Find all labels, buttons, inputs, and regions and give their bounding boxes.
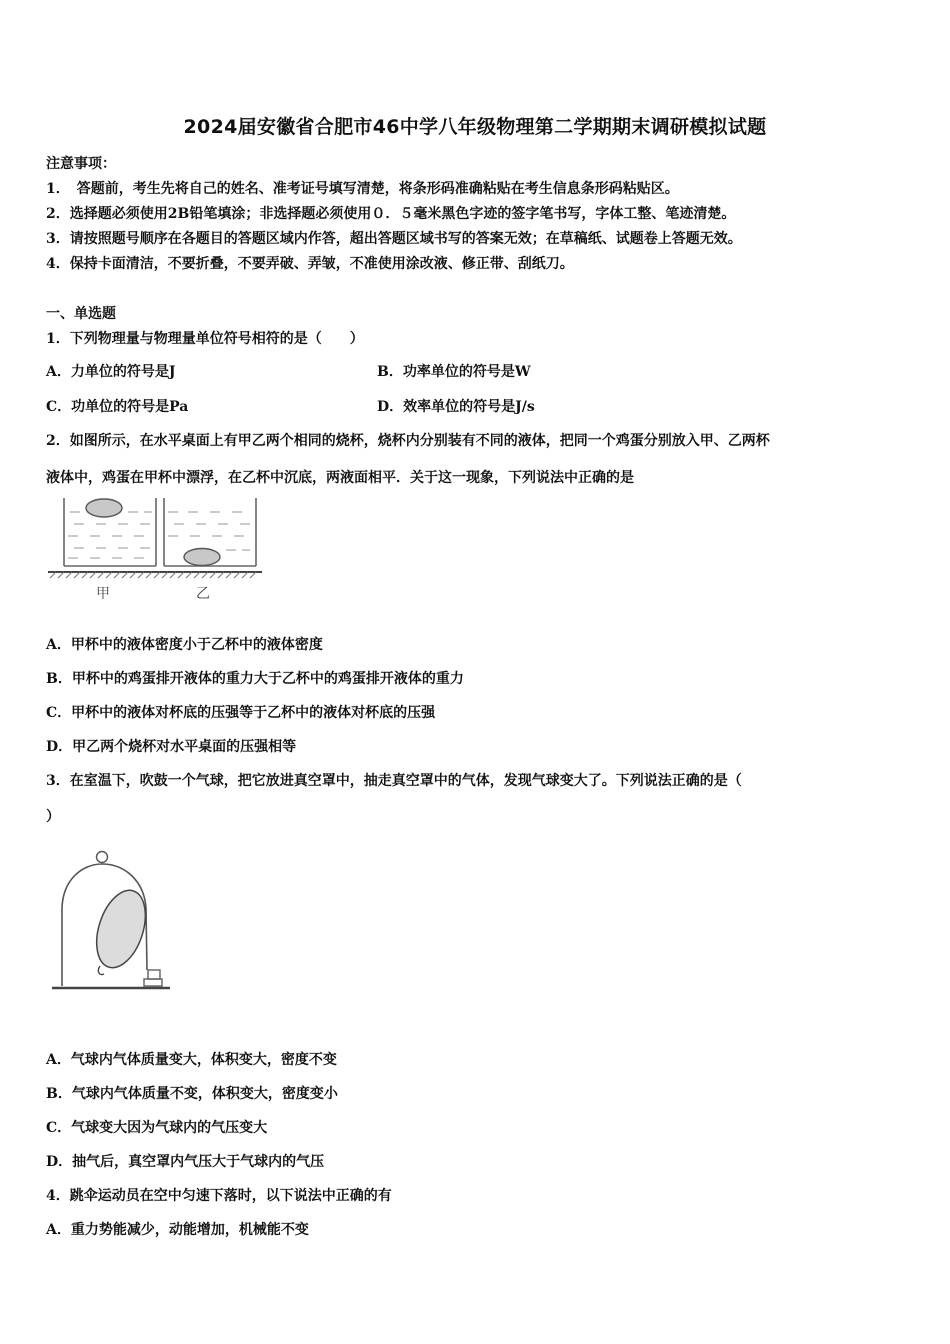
q1-option-a: A．力单位的符号是J: [46, 364, 176, 380]
pump-valve: [148, 970, 160, 979]
beakers-figure: [44, 494, 266, 606]
q2-option-b: B．甲杯中的鸡蛋排开液体的重力大于乙杯中的鸡蛋排开液体的重力: [46, 671, 464, 687]
q1-option-d: D．效率单位的符号是J/s: [377, 399, 535, 415]
q1-stem: 1．下列物理量与物理量单位符号相符的是（ ）: [46, 331, 364, 347]
notice-item-2: 2．选择题必须使用2B铅笔填涂；非选择题必须使用０．５毫米黑色字迹的签字笔书写，字体工整、笔迹清楚。: [46, 206, 736, 222]
floating-egg: [86, 499, 122, 517]
q1-option-c: C．功单位的符号是Pa: [46, 399, 189, 415]
beaker-jia: [64, 498, 156, 566]
q2-option-a: A．甲杯中的液体密度小于乙杯中的液体密度: [46, 637, 323, 653]
q2-option-c: C．甲杯中的液体对杯底的压强等于乙杯中的液体对杯底的压强: [46, 705, 436, 721]
q2-stem-line2: 液体中，鸡蛋在甲杯中漂浮，在乙杯中沉底，两液面相平．关于这一现象，下列说法中正确的是: [46, 470, 634, 486]
notice-item-1: 1． 答题前，考生先将自己的姓名、准考证号填写清楚，将条形码准确粘贴在考生信息条形码粘贴区。: [46, 181, 679, 197]
notice-item-3: 3．请按照题号顺序在各题目的答题区域内作答，超出答题区域书写的答案无效；在草稿纸、试题卷上答题无效。: [46, 231, 742, 247]
sunken-egg: [184, 549, 220, 566]
q4-stem: 4．跳伞运动员在空中匀速下落时，以下说法中正确的有: [46, 1188, 392, 1204]
q3-option-a: A．气球内气体质量变大，体积变大，密度不变: [46, 1052, 337, 1068]
q1-option-b: B．功率单位的符号是W: [377, 364, 531, 380]
q3-stem-line1: 3．在室温下，吹鼓一个气球，把它放进真空罩中，抽走真空罩中的气体，发现气球变大了。下列说法正确的是（: [46, 773, 742, 789]
beaker-yi: [164, 498, 256, 566]
q4-option-a: A．重力势能减少，动能增加，机械能不变: [46, 1222, 309, 1238]
q3-option-b: B．气球内气体质量不变，体积变大，密度变小: [46, 1086, 338, 1102]
bell-handle: [97, 852, 108, 863]
notice-item-4: 4．保持卡面清洁，不要折叠，不要弄破、弄皱，不准使用涂改液、修正带、刮纸刀。: [46, 256, 574, 272]
q3-stem-line2: ）: [46, 809, 60, 825]
q3-option-d: D．抽气后，真空罩内气压大于气球内的气压: [46, 1154, 325, 1170]
vacuum-bell-figure: [48, 848, 174, 994]
label-jia: 甲: [96, 586, 110, 602]
q2-stem-line1: 2．如图所示，在水平桌面上有甲乙两个相同的烧杯，烧杯内分别装有不同的液体，把同一个鸡蛋分别放入甲、乙两杯: [46, 433, 770, 449]
q2-option-d: D．甲乙两个烧杯对水平桌面的压强相等: [46, 739, 297, 755]
section-heading: 一、单选题: [46, 306, 116, 322]
notice-heading: 注意事项：: [46, 156, 116, 172]
q3-option-c: C．气球变大因为气球内的气压变大: [46, 1120, 268, 1136]
label-yi: 乙: [196, 586, 210, 602]
page-title: 2024届安徽省合肥市46中学八年级物理第二学期期末调研模拟试题: [183, 116, 767, 138]
